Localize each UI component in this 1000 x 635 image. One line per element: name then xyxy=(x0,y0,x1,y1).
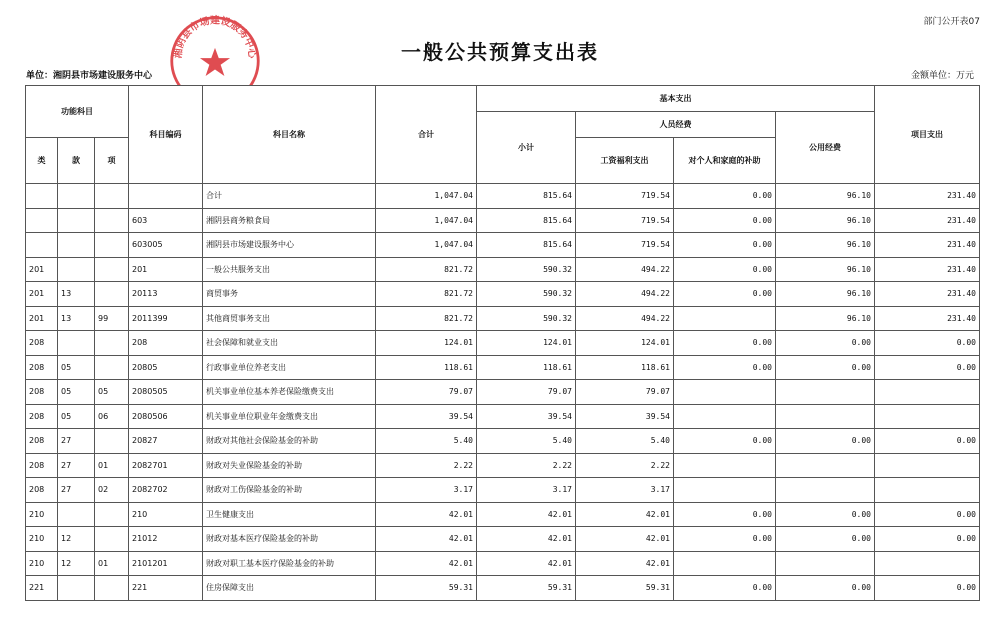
cell-project xyxy=(875,404,980,429)
cell-xiang xyxy=(95,576,129,601)
cell-project: 0.00 xyxy=(875,502,980,527)
cell-code: 2101201 xyxy=(129,551,203,576)
cell-total: 118.61 xyxy=(376,355,477,380)
cell-lei: 208 xyxy=(26,453,58,478)
cell-kuan: 27 xyxy=(58,453,95,478)
cell-kuan xyxy=(58,208,95,233)
cell-total: 1,047.04 xyxy=(376,233,477,258)
header-total: 合计 xyxy=(376,86,477,184)
cell-wages: 59.31 xyxy=(576,576,674,601)
cell-wages: 719.54 xyxy=(576,233,674,258)
header-xiang: 项 xyxy=(95,138,129,184)
cell-project: 0.00 xyxy=(875,527,980,552)
table-row xyxy=(26,380,980,405)
cell-kuan xyxy=(58,233,95,258)
cell-subsidy: 0.00 xyxy=(674,257,776,282)
cell-project xyxy=(875,551,980,576)
cell-subsidy: 0.00 xyxy=(674,527,776,552)
header-wages: 工资福利支出 xyxy=(576,138,674,184)
cell-xiang: 01 xyxy=(95,551,129,576)
cell-kuan xyxy=(58,331,95,356)
cell-subtotal: 590.32 xyxy=(477,306,576,331)
cell-project: 231.40 xyxy=(875,184,980,209)
cell-total: 1,047.04 xyxy=(376,208,477,233)
cell-subsidy xyxy=(674,478,776,503)
cell-lei: 210 xyxy=(26,502,58,527)
cell-public: 0.00 xyxy=(776,331,875,356)
cell-subtotal: 3.17 xyxy=(477,478,576,503)
table-row xyxy=(26,576,980,601)
cell-subtotal: 118.61 xyxy=(477,355,576,380)
cell-name: 合计 xyxy=(203,184,376,209)
cell-kuan: 27 xyxy=(58,429,95,454)
cell-total: 79.07 xyxy=(376,380,477,405)
table-body xyxy=(26,184,980,601)
cell-subtotal: 124.01 xyxy=(477,331,576,356)
cell-code: 20805 xyxy=(129,355,203,380)
cell-kuan: 05 xyxy=(58,404,95,429)
cell-kuan: 13 xyxy=(58,282,95,307)
table-row xyxy=(26,527,980,552)
cell-subsidy xyxy=(674,380,776,405)
cell-public: 0.00 xyxy=(776,502,875,527)
table-row xyxy=(26,551,980,576)
cell-wages: 42.01 xyxy=(576,527,674,552)
cell-total: 42.01 xyxy=(376,527,477,552)
cell-subtotal: 79.07 xyxy=(477,380,576,405)
cell-kuan xyxy=(58,257,95,282)
header-project: 项目支出 xyxy=(875,86,980,184)
cell-xiang xyxy=(95,257,129,282)
cell-project: 0.00 xyxy=(875,576,980,601)
table-row xyxy=(26,502,980,527)
cell-public: 0.00 xyxy=(776,429,875,454)
cell-wages: 719.54 xyxy=(576,208,674,233)
cell-lei xyxy=(26,184,58,209)
cell-lei: 201 xyxy=(26,282,58,307)
cell-public: 96.10 xyxy=(776,282,875,307)
cell-project: 0.00 xyxy=(875,355,980,380)
cell-public xyxy=(776,453,875,478)
cell-kuan: 12 xyxy=(58,527,95,552)
table-row xyxy=(26,478,980,503)
cell-subsidy: 0.00 xyxy=(674,208,776,233)
cell-wages: 124.01 xyxy=(576,331,674,356)
cell-code: 221 xyxy=(129,576,203,601)
cell-name: 湘阴县市场建设服务中心 xyxy=(203,233,376,258)
cell-lei: 210 xyxy=(26,527,58,552)
cell-total: 1,047.04 xyxy=(376,184,477,209)
page-title: 一般公共预算支出表 xyxy=(401,40,599,64)
cell-project: 0.00 xyxy=(875,429,980,454)
cell-project: 231.40 xyxy=(875,208,980,233)
cell-xiang xyxy=(95,282,129,307)
cell-lei: 208 xyxy=(26,404,58,429)
cell-xiang xyxy=(95,355,129,380)
cell-subsidy: 0.00 xyxy=(674,502,776,527)
cell-wages: 3.17 xyxy=(576,478,674,503)
cell-wages: 494.22 xyxy=(576,257,674,282)
cell-code: 2080505 xyxy=(129,380,203,405)
cell-project xyxy=(875,478,980,503)
cell-project: 0.00 xyxy=(875,331,980,356)
header-subsidy: 对个人和家庭的补助 xyxy=(674,138,776,184)
cell-kuan: 05 xyxy=(58,355,95,380)
cell-subtotal: 59.31 xyxy=(477,576,576,601)
cell-lei: 210 xyxy=(26,551,58,576)
cell-total: 5.40 xyxy=(376,429,477,454)
cell-lei: 208 xyxy=(26,429,58,454)
cell-name: 机关事业单位基本养老保险缴费支出 xyxy=(203,380,376,405)
cell-kuan: 12 xyxy=(58,551,95,576)
cell-project: 231.40 xyxy=(875,306,980,331)
cell-name: 湘阴县商务粮食局 xyxy=(203,208,376,233)
cell-code: 208 xyxy=(129,331,203,356)
cell-kuan: 13 xyxy=(58,306,95,331)
star-icon xyxy=(200,48,230,76)
budget-table xyxy=(25,85,980,601)
cell-xiang: 05 xyxy=(95,380,129,405)
cell-subsidy xyxy=(674,306,776,331)
cell-subsidy: 0.00 xyxy=(674,233,776,258)
cell-name: 社会保障和就业支出 xyxy=(203,331,376,356)
table-row xyxy=(26,404,980,429)
cell-project xyxy=(875,380,980,405)
header-lei: 类 xyxy=(26,138,58,184)
cell-wages: 42.01 xyxy=(576,551,674,576)
cell-project: 231.40 xyxy=(875,233,980,258)
table-row xyxy=(26,453,980,478)
cell-kuan xyxy=(58,576,95,601)
cell-lei xyxy=(26,233,58,258)
table-row xyxy=(26,355,980,380)
cell-subtotal: 815.64 xyxy=(477,233,576,258)
cell-lei: 221 xyxy=(26,576,58,601)
cell-name: 行政事业单位养老支出 xyxy=(203,355,376,380)
cell-public: 0.00 xyxy=(776,576,875,601)
cell-code: 201 xyxy=(129,257,203,282)
cell-name: 财政对其他社会保险基金的补助 xyxy=(203,429,376,454)
cell-public: 96.10 xyxy=(776,184,875,209)
cell-subtotal: 39.54 xyxy=(477,404,576,429)
cell-subsidy: 0.00 xyxy=(674,282,776,307)
cell-code: 2082702 xyxy=(129,478,203,503)
cell-subtotal: 815.64 xyxy=(477,184,576,209)
table-row xyxy=(26,184,980,209)
table-header xyxy=(26,86,980,184)
cell-subsidy: 0.00 xyxy=(674,576,776,601)
header-kuan: 款 xyxy=(58,138,95,184)
cell-subtotal: 42.01 xyxy=(477,527,576,552)
cell-total: 42.01 xyxy=(376,502,477,527)
cell-xiang xyxy=(95,527,129,552)
cell-subsidy: 0.00 xyxy=(674,429,776,454)
cell-subtotal: 590.32 xyxy=(477,257,576,282)
cell-wages: 719.54 xyxy=(576,184,674,209)
header-name: 科目名称 xyxy=(203,86,376,184)
cell-lei: 201 xyxy=(26,257,58,282)
cell-subsidy xyxy=(674,551,776,576)
cell-code: 20113 xyxy=(129,282,203,307)
cell-wages: 494.22 xyxy=(576,306,674,331)
cell-name: 商贸事务 xyxy=(203,282,376,307)
cell-xiang xyxy=(95,233,129,258)
cell-total: 124.01 xyxy=(376,331,477,356)
cell-total: 821.72 xyxy=(376,306,477,331)
cell-total: 39.54 xyxy=(376,404,477,429)
cell-wages: 39.54 xyxy=(576,404,674,429)
cell-subtotal: 2.22 xyxy=(477,453,576,478)
cell-name: 财政对失业保险基金的补助 xyxy=(203,453,376,478)
cell-name: 财政对工伤保险基金的补助 xyxy=(203,478,376,503)
cell-public: 96.10 xyxy=(776,306,875,331)
cell-lei: 208 xyxy=(26,478,58,503)
cell-xiang: 99 xyxy=(95,306,129,331)
cell-xiang xyxy=(95,184,129,209)
table-row xyxy=(26,233,980,258)
cell-xiang xyxy=(95,502,129,527)
cell-code: 210 xyxy=(129,502,203,527)
cell-xiang: 01 xyxy=(95,453,129,478)
cell-subsidy: 0.00 xyxy=(674,331,776,356)
cell-code: 2082701 xyxy=(129,453,203,478)
cell-kuan: 27 xyxy=(58,478,95,503)
cell-subtotal: 5.40 xyxy=(477,429,576,454)
cell-subsidy: 0.00 xyxy=(674,184,776,209)
cell-name: 其他商贸事务支出 xyxy=(203,306,376,331)
cell-code xyxy=(129,184,203,209)
svg-text:湘阴县市场建设服务中心: 湘阴县市场建设服务中心 xyxy=(172,15,258,59)
cell-name: 卫生健康支出 xyxy=(203,502,376,527)
cell-total: 821.72 xyxy=(376,257,477,282)
cell-public xyxy=(776,478,875,503)
cell-project: 231.40 xyxy=(875,257,980,282)
cell-name: 财政对基本医疗保险基金的补助 xyxy=(203,527,376,552)
header-subtotal: 小计 xyxy=(477,112,576,184)
form-number-label: 部门公开表07 xyxy=(923,17,980,27)
cell-total: 2.22 xyxy=(376,453,477,478)
money-unit-label: 金额单位：万元 xyxy=(910,71,974,81)
unit-label: 单位：湘阴县市场建设服务中心 xyxy=(26,71,153,81)
cell-lei: 208 xyxy=(26,380,58,405)
cell-subtotal: 42.01 xyxy=(477,502,576,527)
cell-xiang xyxy=(95,331,129,356)
cell-name: 一般公共服务支出 xyxy=(203,257,376,282)
cell-total: 42.01 xyxy=(376,551,477,576)
cell-wages: 42.01 xyxy=(576,502,674,527)
cell-wages: 2.22 xyxy=(576,453,674,478)
cell-xiang: 06 xyxy=(95,404,129,429)
cell-code: 603 xyxy=(129,208,203,233)
cell-public: 96.10 xyxy=(776,208,875,233)
cell-public: 96.10 xyxy=(776,233,875,258)
cell-code: 603005 xyxy=(129,233,203,258)
cell-lei: 201 xyxy=(26,306,58,331)
cell-code: 2011399 xyxy=(129,306,203,331)
cell-wages: 79.07 xyxy=(576,380,674,405)
cell-name: 住房保障支出 xyxy=(203,576,376,601)
cell-project xyxy=(875,453,980,478)
table-row xyxy=(26,306,980,331)
cell-public: 0.00 xyxy=(776,355,875,380)
header-personnel: 人员经费 xyxy=(576,112,776,138)
cell-subsidy xyxy=(674,453,776,478)
table-row xyxy=(26,282,980,307)
cell-lei: 208 xyxy=(26,331,58,356)
cell-subsidy xyxy=(674,404,776,429)
cell-public xyxy=(776,404,875,429)
cell-project: 231.40 xyxy=(875,282,980,307)
cell-kuan xyxy=(58,502,95,527)
header-basic: 基本支出 xyxy=(477,86,875,112)
cell-code: 21012 xyxy=(129,527,203,552)
cell-public xyxy=(776,551,875,576)
cell-kuan xyxy=(58,184,95,209)
table-row xyxy=(26,257,980,282)
cell-wages: 118.61 xyxy=(576,355,674,380)
table-row xyxy=(26,331,980,356)
cell-total: 3.17 xyxy=(376,478,477,503)
cell-public: 96.10 xyxy=(776,257,875,282)
cell-code: 2080506 xyxy=(129,404,203,429)
cell-code: 20827 xyxy=(129,429,203,454)
header-func: 功能科目 xyxy=(26,86,129,138)
cell-lei: 208 xyxy=(26,355,58,380)
cell-subtotal: 590.32 xyxy=(477,282,576,307)
cell-xiang xyxy=(95,429,129,454)
cell-lei xyxy=(26,208,58,233)
cell-total: 821.72 xyxy=(376,282,477,307)
cell-subsidy: 0.00 xyxy=(674,355,776,380)
table-row xyxy=(26,208,980,233)
cell-subtotal: 42.01 xyxy=(477,551,576,576)
header-public: 公用经费 xyxy=(776,112,875,184)
cell-xiang: 02 xyxy=(95,478,129,503)
cell-public xyxy=(776,380,875,405)
cell-name: 财政对职工基本医疗保险基金的补助 xyxy=(203,551,376,576)
cell-kuan: 05 xyxy=(58,380,95,405)
cell-xiang xyxy=(95,208,129,233)
cell-public: 0.00 xyxy=(776,527,875,552)
cell-total: 59.31 xyxy=(376,576,477,601)
table-row xyxy=(26,429,980,454)
header-code: 科目编码 xyxy=(129,86,203,184)
cell-subtotal: 815.64 xyxy=(477,208,576,233)
cell-name: 机关事业单位职业年金缴费支出 xyxy=(203,404,376,429)
cell-wages: 5.40 xyxy=(576,429,674,454)
cell-wages: 494.22 xyxy=(576,282,674,307)
